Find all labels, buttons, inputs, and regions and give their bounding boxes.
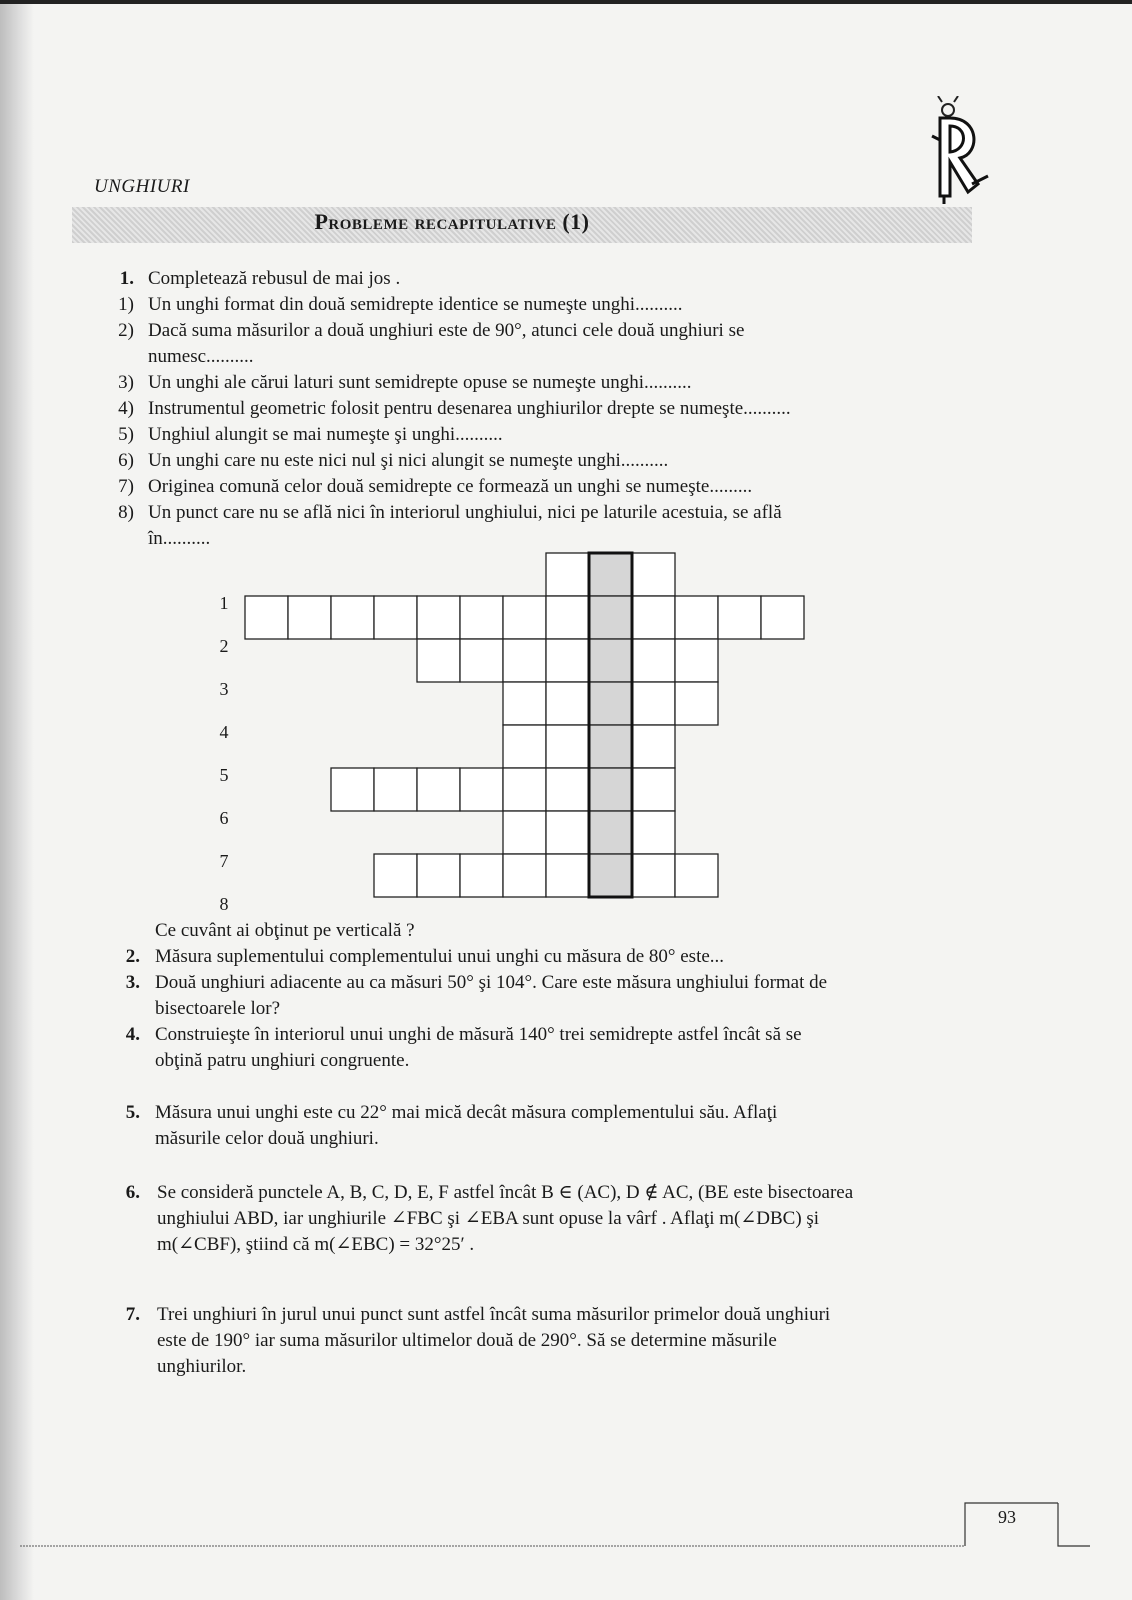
crossword-row-number: 2 xyxy=(219,636,229,656)
problem-2-number: 2. xyxy=(125,946,140,967)
problem-7-text-cont: unghiurilor. xyxy=(157,1356,247,1377)
clue-number: 6) xyxy=(118,450,134,471)
problem-3-text: Două unghiuri adiacente au ca măsuri 50° şi 104°. Care este măsura unghiului format de xyxy=(155,972,828,993)
problem-3-text-cont: bisectoarele lor? xyxy=(155,998,281,1019)
clue-text-cont: numesc.......... xyxy=(148,346,254,367)
problem-2-text: Măsura suplementului complementului unui unghi cu măsura de 80° este... xyxy=(155,946,725,967)
crossword-row-number: 7 xyxy=(219,851,229,871)
crossword-row-number: 4 xyxy=(219,722,229,742)
crossword-row-number: 3 xyxy=(219,679,229,699)
crossword-question: Ce cuvânt ai obţinut pe verticală ? xyxy=(155,920,415,941)
page-number: 93 xyxy=(998,1507,1016,1527)
crossword-row-number: 1 xyxy=(219,593,229,613)
problem-6-number: 6. xyxy=(125,1182,140,1203)
clue-number: 7) xyxy=(118,476,134,497)
page-heading: Probleme recapitulative (1) xyxy=(314,209,590,234)
clue-text: Un unghi ale cărui laturi sunt semidrepte opuse se numeşte unghi.......... xyxy=(148,372,692,393)
problem-6-text-cont: unghiului ABD, iar unghiurile ∠FBC şi ∠EBA sunt opuse la vârf . Aflaţi m(∠DBC) şi xyxy=(157,1208,820,1229)
clue-text-cont: în.......... xyxy=(148,528,211,549)
clue-text: Dacă suma măsurilor a două unghiuri este de 90°, atunci cele două unghiuri se xyxy=(148,320,745,341)
clue-number: 3) xyxy=(118,372,134,393)
problem-4-number: 4. xyxy=(125,1024,140,1045)
clue-number: 8) xyxy=(118,502,134,523)
problem-4-text: Construieşte în interiorul unui unghi de măsură 140° trei semidrepte astfel încât să se xyxy=(155,1024,802,1045)
crossword-row-number: 8 xyxy=(219,894,229,914)
clue-text: Un unghi format din două semidrepte identice se numeşte unghi.......... xyxy=(148,294,683,315)
clue-number: 4) xyxy=(118,398,134,419)
clue-number: 2) xyxy=(118,320,134,341)
clue-text: Originea comună celor două semidrepte ce formează un unghi se numeşte......... xyxy=(148,476,753,497)
clue-text: Instrumentul geometric folosit pentru desenarea unghiurilor drepte se numeşte.......... xyxy=(148,398,791,419)
problem-1-text: Completează rebusul de mai jos . xyxy=(148,268,401,289)
clue-number: 1) xyxy=(118,294,134,315)
clue-text: Un unghi care nu este nici nul şi nici alungit se numeşte unghi.......... xyxy=(148,450,669,471)
crossword-row-number: 6 xyxy=(219,808,229,828)
problem-5-text: Măsura unui unghi este cu 22° mai mică decât măsura complementului său. Aflaţi xyxy=(155,1102,778,1123)
clue-text: Un punct care nu se află nici în interiorul unghiului, nici pe laturile acestuia, se află xyxy=(148,502,782,523)
problem-6-text: Se consideră punctele A, B, C, D, E, F astfel încât B ∈ (AC), D ∉ AC, (BE este bisectoarea xyxy=(157,1182,854,1203)
problem-7-text: Trei unghiuri în jurul unui punct sunt astfel încât suma măsurilor primelor două unghiuri xyxy=(157,1304,831,1325)
problem-5-text-cont: măsurile celor două unghiuri. xyxy=(155,1128,379,1149)
problem-7-number: 7. xyxy=(125,1304,140,1325)
clue-text: Unghiul alungit se mai numeşte şi unghi.......... xyxy=(148,424,503,445)
problem-3-number: 3. xyxy=(125,972,140,993)
problem-1-number: 1. xyxy=(119,268,134,289)
problem-7-text-cont: este de 190° iar suma măsurilor ultimelor două de 290°. Să se determine măsurile xyxy=(157,1330,777,1351)
crossword-row-number: 5 xyxy=(219,765,229,785)
problem-4-text-cont: obţină patru unghiuri congruente. xyxy=(155,1050,410,1071)
problem-5-number: 5. xyxy=(125,1102,140,1123)
section-title: UNGHIURI xyxy=(94,176,190,197)
problem-6-text-cont: m(∠CBF), ştiind că m(∠EBC) = 32°25′ . xyxy=(157,1234,475,1255)
clue-number: 5) xyxy=(118,424,134,445)
